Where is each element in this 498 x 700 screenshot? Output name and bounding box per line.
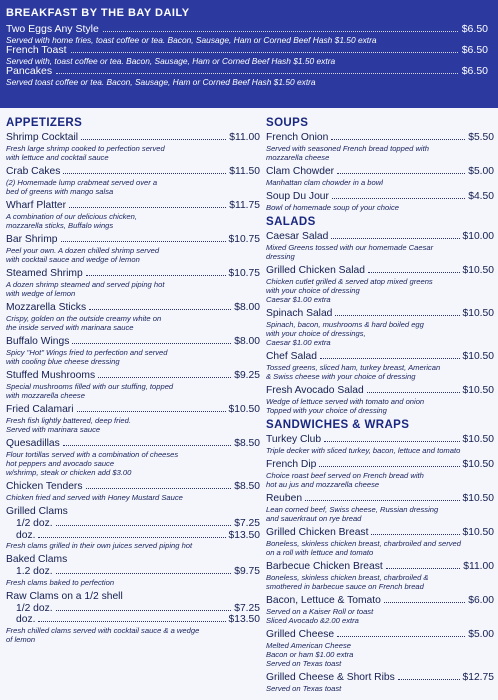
item-desc — [6, 178, 260, 196]
desc-line: Sliced Avocado &2.00 extra — [266, 616, 359, 625]
item-price: $5.00 — [468, 629, 494, 640]
desc-line: Bacon or ham $1.00 extra — [266, 650, 354, 659]
menu-item — [6, 481, 260, 502]
item-price: $10.50 — [462, 385, 494, 396]
appetizers-title: APPETIZERS — [6, 117, 83, 129]
size-row — [6, 530, 260, 542]
item-desc — [266, 446, 494, 455]
dot-leader — [335, 315, 459, 316]
desc-line: & Swiss cheese with your choice of dressing — [266, 372, 416, 381]
desc-line: with wedge of lemon — [6, 289, 76, 298]
item-desc — [6, 578, 260, 587]
desc-line: Manhattan clam chowder in a bowl — [266, 178, 383, 187]
desc-line: hot au jus and mozzarella cheese — [266, 480, 380, 489]
item-name: Chicken Tenders — [6, 481, 83, 492]
desc-line: on a roll with lettuce and tomato — [266, 548, 374, 557]
dot-leader — [86, 275, 226, 276]
dot-leader — [398, 679, 460, 680]
size-row — [6, 603, 260, 615]
item-desc — [266, 203, 494, 212]
dot-leader — [320, 358, 460, 359]
menu-item — [6, 166, 260, 196]
salads-list — [266, 231, 494, 415]
item-price: $10.50 — [462, 308, 494, 319]
desc-line: Served with seasoned French bread topped with — [266, 144, 429, 153]
item-name: Grilled Chicken Breast — [266, 527, 369, 538]
item-price: $12.75 — [462, 672, 494, 683]
menu-item — [266, 493, 494, 523]
item-name: French Onion — [266, 132, 329, 143]
dot-leader — [71, 52, 458, 53]
breakfast-item — [6, 44, 488, 65]
menu-item — [266, 265, 494, 304]
size-label: 1/2 doz. — [16, 602, 53, 614]
item-price: $11.50 — [229, 166, 260, 177]
desc-line: Served on a Kaiser Roll or toast — [266, 607, 374, 616]
item-price: $4.50 — [468, 191, 494, 202]
item-desc — [266, 277, 494, 304]
dot-leader — [63, 173, 226, 174]
dot-leader — [98, 377, 231, 378]
desc-line: Fresh large shrimp cooked to perfection served — [6, 144, 165, 153]
dot-leader — [56, 610, 232, 611]
breakfast-item-price: $6.50 — [461, 65, 488, 77]
item-name: Grilled Cheese & Short Ribs — [266, 672, 395, 683]
item-desc — [266, 573, 494, 591]
breakfast-item-desc: Served toast coffee or tea. Bacon, Sausage, Ham or Corned Beef Hash $1.50 extra — [6, 77, 316, 87]
desc-line: Wedge of lettuce served with tomato and onion — [266, 397, 425, 406]
desc-line: Choice roast beef served on French bread with — [266, 471, 424, 480]
item-price: $5.00 — [468, 166, 494, 177]
size-row — [6, 614, 260, 626]
size-label: doz. — [16, 614, 36, 625]
menu-item — [266, 434, 494, 455]
appetizer-list — [6, 132, 260, 502]
menu-item — [266, 459, 494, 489]
dot-leader — [386, 568, 461, 569]
item-price: $10.00 — [462, 231, 494, 242]
item-price: $10.50 — [462, 459, 494, 470]
item-desc — [6, 416, 260, 434]
desc-line: the inside served with marinara sauce — [6, 323, 134, 332]
item-desc — [6, 246, 260, 264]
item-desc — [266, 607, 494, 625]
menu-item — [266, 629, 494, 668]
size-price: $7.25 — [234, 602, 260, 614]
desc-line: mozzarella sticks, Buffalo wings — [6, 221, 114, 230]
item-name: Stuffed Mushrooms — [6, 370, 96, 381]
item-name: Crab Cakes — [6, 166, 61, 177]
desc-line: Boneless, skinless chicken breast, charbroiled & — [266, 573, 429, 582]
menu-item-grilled-clams — [6, 506, 260, 550]
sandwiches-title: SANDWICHES & WRAPS — [266, 419, 410, 431]
item-name: Shrimp Cocktail — [6, 132, 79, 143]
menu-item — [266, 385, 494, 415]
desc-line: and sauerkraut on rye bread — [266, 514, 362, 523]
menu-item — [6, 200, 260, 230]
desc-line: Spinach, bacon, mushrooms & hard boiled egg — [266, 320, 424, 329]
item-name: Fried Calamari — [6, 404, 74, 415]
desc-line: Spicy "Hot" Wings fried to perfection and served — [6, 348, 168, 357]
dot-leader — [332, 198, 465, 199]
item-price: $6.00 — [468, 595, 494, 606]
size-price: $7.25 — [234, 518, 260, 529]
menu-item — [6, 234, 260, 264]
item-name: Fresh Avocado Salad — [266, 385, 364, 396]
desc-line: Special mushrooms filled with our stuffing, topped — [6, 382, 174, 391]
item-name: Reuben — [266, 493, 303, 504]
desc-line: Served with marinara sauce — [6, 425, 101, 434]
menu-item — [266, 166, 494, 187]
item-price: $10.50 — [462, 493, 494, 504]
dot-leader — [384, 602, 465, 603]
dot-leader — [86, 488, 232, 489]
breakfast-item-desc: Served with home fries, toast coffee or tea. Bacon, Sausage, Ham or Corned Beef Hash $1.50 extra — [6, 35, 377, 45]
dot-leader — [331, 238, 459, 239]
item-price: $10.50 — [462, 351, 494, 362]
breakfast-item-name: Two Eggs Any Style — [6, 23, 99, 35]
desc-line: mozzarella cheese — [266, 153, 330, 162]
breakfast-item-price: $6.50 — [461, 23, 488, 35]
size-row — [6, 566, 260, 578]
dot-leader — [324, 441, 459, 442]
dot-leader — [367, 392, 460, 393]
item-desc — [6, 382, 260, 400]
breakfast-item-desc: Served with, toast coffee or tea. Bacon, Sausage, Ham or Corned Beef Hash $1.50 extra — [6, 56, 336, 66]
menu-item — [6, 370, 260, 400]
dot-leader — [38, 537, 225, 538]
item-price: $10.50 — [228, 404, 260, 415]
desc-line: with cooling blue cheese dressing — [6, 357, 120, 366]
desc-line: Fresh clams baked to perfection — [6, 577, 115, 587]
item-desc — [266, 505, 494, 523]
item-desc — [266, 178, 494, 187]
item-desc — [266, 144, 494, 162]
item-name: Baked Clams — [6, 554, 68, 565]
desc-line: A combination of our delicious chicken, — [6, 212, 137, 221]
dot-leader — [81, 139, 226, 140]
item-desc — [6, 348, 260, 366]
desc-line: Fresh chilled clams served with cocktail sauce & a wedge — [6, 625, 200, 635]
size-label: 1/2 doz. — [16, 518, 53, 529]
item-desc — [266, 641, 494, 668]
item-name: Caesar Salad — [266, 231, 329, 242]
item-price: $10.75 — [228, 268, 260, 279]
menu-item — [6, 438, 260, 477]
item-name: Mozzarella Sticks — [6, 302, 87, 313]
size-row — [6, 518, 260, 530]
desc-line: Chicken cutlet grilled & served atop mixed greens — [266, 277, 433, 286]
item-desc — [266, 684, 494, 693]
item-desc — [6, 626, 260, 644]
desc-line: with lettuce and cocktail sauce — [6, 153, 109, 162]
item-desc — [6, 280, 260, 298]
menu-item-baked-clams — [6, 554, 260, 587]
menu-item — [266, 672, 494, 693]
dot-leader — [103, 31, 458, 32]
item-price: $11.00 — [229, 132, 260, 143]
menu-item-raw-clams — [6, 591, 260, 644]
desc-line: Served on Texas toast — [266, 684, 342, 693]
item-name: Soup Du Jour — [266, 191, 329, 202]
desc-line: Melted American Cheese — [266, 641, 351, 650]
item-name: Bar Shrimp — [6, 234, 58, 245]
size-price: $13.50 — [228, 614, 260, 625]
desc-line: Caesar $1.00 extra — [266, 338, 331, 347]
item-name: Grilled Chicken Salad — [266, 265, 366, 276]
menu-item — [266, 231, 494, 261]
item-desc — [266, 397, 494, 415]
item-desc — [6, 493, 260, 502]
desc-line: Boneless, skinless chicken breast, charbroiled and served — [266, 539, 462, 548]
item-name: Grilled Cheese — [266, 629, 335, 640]
breakfast-item — [6, 23, 488, 44]
menu-item — [6, 404, 260, 434]
menu-item — [266, 308, 494, 347]
dot-leader — [56, 525, 232, 526]
menu-item — [6, 132, 260, 162]
desc-line: Crispy, golden on the outside creamy white on — [6, 314, 162, 323]
desc-line: hot peppers and avocado sauce — [6, 459, 115, 468]
menu-item — [266, 191, 494, 212]
dot-leader — [56, 573, 232, 574]
item-desc — [266, 243, 494, 261]
item-price: $10.75 — [228, 234, 260, 245]
breakfast-item-name: Pancakes — [6, 65, 53, 77]
desc-line: with your choice of dressing — [266, 286, 360, 295]
desc-line: Served on Texas toast — [266, 659, 342, 668]
size-label: 1.2 doz. — [16, 566, 53, 577]
item-name: Raw Clams on a 1/2 shell — [6, 590, 123, 602]
item-price: $5.50 — [468, 132, 494, 143]
item-name: Buffalo Wings — [6, 336, 70, 347]
desc-line: Topped with your choice of dressing — [266, 406, 387, 415]
menu-item — [6, 268, 260, 298]
desc-line: Flour tortillas served with a combination of cheeses — [6, 450, 179, 459]
item-price: $11.75 — [229, 200, 260, 211]
desc-line: Bowl of homemade soup of your choice — [266, 203, 399, 212]
item-desc — [266, 363, 494, 381]
dot-leader — [319, 466, 459, 467]
item-price: $10.50 — [462, 434, 494, 445]
item-name: Bacon, Lettuce & Tomato — [266, 595, 381, 606]
desc-line: Tossed greens, sliced ham, turkey breast, American — [266, 363, 441, 372]
item-name: Chef Salad — [266, 351, 317, 362]
dot-leader — [89, 309, 231, 310]
desc-line: with cocktail sauce and wedge of lemon — [6, 255, 140, 264]
breakfast-banner — [0, 0, 498, 108]
item-name: Steamed Shrimp — [6, 268, 83, 279]
desc-line: bed of greens with mango salsa — [6, 187, 114, 196]
menu-item — [266, 561, 494, 591]
item-name: Turkey Club — [266, 434, 322, 445]
menu-item — [266, 351, 494, 381]
item-name: Grilled Clams — [6, 506, 68, 517]
desc-line: Caesar $1.00 extra — [266, 295, 331, 304]
item-desc — [6, 450, 260, 477]
dot-leader — [77, 411, 226, 412]
menu-item — [266, 527, 494, 557]
dot-leader — [63, 445, 231, 446]
desc-line: Triple decker with sliced turkey, bacon, lettuce and tomato — [266, 446, 461, 455]
menu-item — [6, 336, 260, 366]
dot-leader — [72, 343, 231, 344]
desc-line: Peel your own. A dozen chilled shrimp served — [6, 246, 160, 255]
desc-line: Chicken fried and served with Honey Mustard Sauce — [6, 493, 183, 502]
desc-line: w/shrimp, steak or chicken add $3.00 — [6, 468, 132, 477]
desc-line: dressing — [266, 252, 295, 261]
desc-line: Fresh clams grilled in their own juices served piping hot — [6, 541, 193, 550]
desc-line: A dozen shrimp steamed and served piping hot — [6, 280, 165, 289]
item-desc — [6, 144, 260, 162]
size-price: $9.75 — [234, 566, 260, 577]
item-price: $8.00 — [234, 336, 260, 347]
breakfast-item-price: $6.50 — [461, 44, 488, 56]
item-name: French Dip — [266, 459, 317, 470]
item-desc — [266, 471, 494, 489]
item-desc — [6, 212, 260, 230]
item-price: $8.00 — [234, 302, 260, 313]
breakfast-item — [6, 65, 488, 86]
desc-line: with mozzarella cheese — [6, 391, 85, 400]
breakfast-title: BREAKFAST BY THE BAY DAILY — [6, 7, 190, 19]
dot-leader — [371, 534, 459, 535]
item-desc — [6, 541, 260, 550]
dot-leader — [337, 636, 465, 637]
item-price: $8.50 — [234, 481, 260, 492]
item-name: Quesadillas — [6, 438, 60, 449]
item-price: $8.50 — [234, 438, 260, 449]
breakfast-item-name: French Toast — [6, 44, 67, 56]
item-desc — [6, 314, 260, 332]
dot-leader — [305, 500, 459, 501]
dot-leader — [337, 173, 465, 174]
sandwiches-list — [266, 434, 494, 693]
dot-leader — [38, 621, 225, 622]
dot-leader — [331, 139, 465, 140]
appetizers-column — [6, 117, 260, 648]
soups-list — [266, 132, 494, 212]
item-price: $10.50 — [462, 265, 494, 276]
item-price: $11.00 — [463, 561, 494, 572]
size-price: $13.50 — [228, 529, 260, 541]
right-column — [266, 117, 494, 697]
item-name: Wharf Platter — [6, 200, 67, 211]
menu-item — [266, 132, 494, 162]
salads-title: SALADS — [266, 216, 316, 228]
dot-leader — [56, 73, 458, 74]
menu-item — [6, 302, 260, 332]
desc-line: smothered in barbecue sauce on French bread — [266, 582, 424, 591]
desc-line: Fresh fish lightly battered, deep fried. — [6, 416, 131, 425]
soups-title: SOUPS — [266, 117, 309, 129]
item-desc — [266, 320, 494, 347]
item-price: $9.25 — [234, 370, 260, 381]
desc-line: with your choice of dressings, — [266, 329, 366, 338]
size-label: doz. — [16, 529, 36, 541]
item-price: $10.50 — [462, 527, 494, 538]
desc-line: Lean corned beef, Swiss cheese, Russian dressing — [266, 505, 439, 514]
item-desc — [266, 539, 494, 557]
desc-line: (2) Homemade lump crabmeat served over a — [6, 178, 158, 187]
item-name: Clam Chowder — [266, 166, 335, 177]
menu-item — [266, 595, 494, 625]
dot-leader — [69, 207, 226, 208]
desc-line: of lemon — [6, 634, 36, 644]
item-name: Barbecue Chicken Breast — [266, 561, 383, 572]
item-name: Spinach Salad — [266, 308, 333, 319]
dot-leader — [368, 272, 459, 273]
dot-leader — [61, 241, 226, 242]
desc-line: Mixed Greens tossed with our homemade Caesar — [266, 243, 434, 252]
